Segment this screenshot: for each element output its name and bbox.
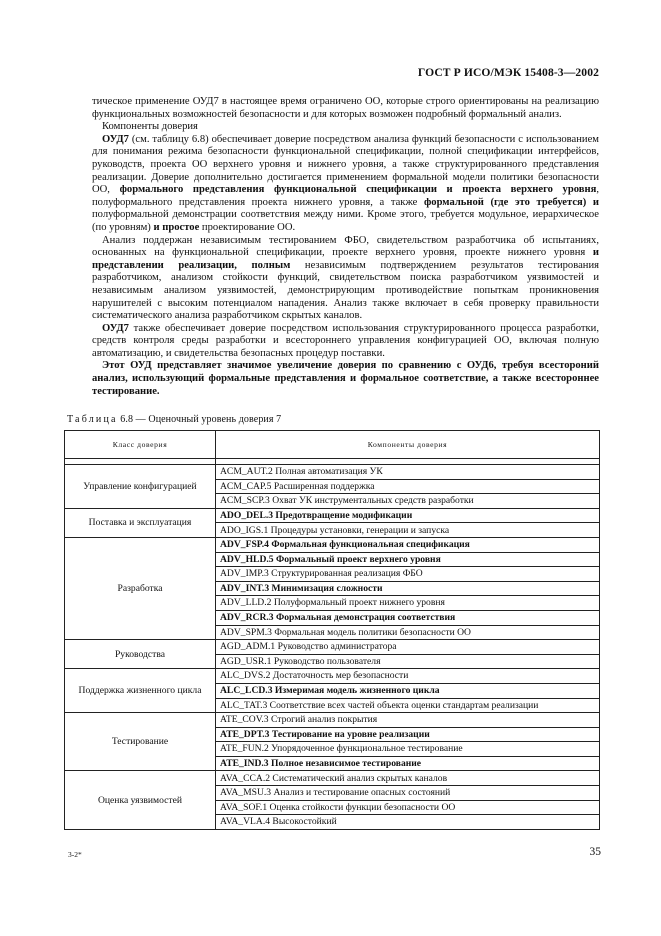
- table-caption-text: 6.8 — Оценочный уровень доверия 7: [117, 414, 282, 425]
- table-row: [65, 640, 600, 655]
- table-row: [65, 508, 600, 523]
- table-row: [65, 771, 600, 786]
- assurance-component-cell: ADV_SPM.3 Формальная модель политики безопасности ОО: [216, 625, 600, 640]
- paragraph-1: тическое применение ОУД7 в настоящее время ограничено ОО, которые строго ориентированы на реализацию функциональных возможностей безопасности и для которых возможен подробный формальный анализ.: [92, 96, 599, 120]
- assurance-component-cell: ADV_RCR.3 Формальная демонстрация соответствия: [216, 610, 600, 625]
- page-number: 35: [589, 846, 601, 858]
- assurance-component-cell: ATE_IND.3 Полное независимое тестирование: [216, 756, 600, 771]
- assurance-component-cell: ADO_DEL.3 Предотвращение модификации: [216, 508, 600, 523]
- assurance-class-cell: Тестирование: [65, 713, 216, 771]
- assurance-class-cell: Поддержка жизненного цикла: [65, 669, 216, 713]
- p4-text-2: независимым подтверждением результатов тестирования разработчиком, анализом стойкости функций, свидетельством поиска разработчиком уязвимостей и независимым анализом уязвимостей, демонстрирующим противодействие попыткам проникновения нарушителей с высоким потенциалом нападения. Анализ также включает в себя проверку правильности систематического анализа разработчиком скрытых каналов.: [92, 259, 599, 322]
- p3-bold-3: формальной (где это требуется) и: [423, 196, 599, 208]
- assurance-component-cell: AVA_SOF.1 Оценка стойкости функции безопасности ОО: [216, 800, 600, 815]
- paragraph-heading-components: Компоненты доверия: [102, 121, 198, 133]
- assurance-component-cell: ACM_CAP.5 Расширенная поддержка: [216, 479, 600, 494]
- p5-text-1: также обеспечивает доверие посредством использования структурированного процесса разработки, средств контроля среды разработки и всестороннего управления конфигурацией ОО, включая полную автоматизацию, и свидетельства безопасных процедур поставки.: [92, 322, 599, 359]
- paragraph-3: [92, 134, 599, 235]
- assurance-component-cell: AVA_VLA.4 Высокостойкий: [216, 815, 600, 830]
- p3-text-2: , полуформального представления проекта нижнего уровня, а также: [92, 184, 599, 208]
- assurance-component-cell: ALC_TAT.3 Соответствие всех частей объекта оценки стандартам реализации: [216, 698, 600, 713]
- assurance-component-cell: ALC_LCD.3 Измеримая модель жизненного цикла: [216, 683, 600, 698]
- assurance-components-table: [64, 430, 600, 830]
- assurance-component-cell: ATE_COV.3 Строгий анализ покрытия: [216, 713, 600, 728]
- p3-bold-4: и простое: [153, 221, 200, 233]
- assurance-component-cell: ALC_DVS.2 Достаточность мер безопасности: [216, 669, 600, 684]
- paragraph-5: [92, 323, 599, 361]
- p3-bold-2: формального представления функциональной спецификации и проекта верхнего уровня: [119, 184, 597, 196]
- footer-signature: 3-2*: [68, 850, 82, 859]
- assurance-component-cell: AGD_USR.1 Руководство пользователя: [216, 654, 600, 669]
- assurance-component-cell: ADV_INT.3 Минимизация сложности: [216, 581, 600, 596]
- assurance-component-cell: ACM_SCP.3 Охват УК инструментальных средств разработки: [216, 494, 600, 509]
- table-header-row: [65, 431, 600, 459]
- header-assurance-class: Класс доверия: [65, 431, 216, 459]
- table-caption-prefix: Таблица: [67, 414, 118, 425]
- assurance-class-cell: Оценка уязвимостей: [65, 771, 216, 829]
- body-text: [92, 96, 599, 398]
- header-assurance-components: Компоненты доверия: [216, 431, 600, 459]
- p3-text-4: проектирование ОО.: [199, 221, 296, 233]
- assurance-component-cell: ATE_FUN.2 Упорядоченное функциональное тестирование: [216, 742, 600, 757]
- table-row: [65, 465, 600, 480]
- assurance-component-cell: AVA_MSU.3 Анализ и тестирование опасных состояний: [216, 786, 600, 801]
- assurance-component-cell: ADV_IMP.3 Структурированная реализация ФБО: [216, 567, 600, 582]
- assurance-component-cell: ATE_DPT.3 Тестирование на уровне реализации: [216, 727, 600, 742]
- assurance-class-cell: Разработка: [65, 537, 216, 639]
- table-caption: [67, 414, 281, 425]
- assurance-component-cell: ADV_LLD.2 Полуформальный проект нижнего уровня: [216, 596, 600, 611]
- table-row: [65, 713, 600, 728]
- p4-text-1: Анализ поддержан независимым тестированием ФБО, свидетельством разработчика об испытаниях, основанных на функциональной спецификации, проекте верхнего уровня, проекте нижнего уровня: [92, 234, 599, 259]
- p4-bold-1: и представлении реализации, полным: [92, 247, 599, 271]
- assurance-class-cell: Руководства: [65, 640, 216, 669]
- assurance-component-cell: ACM_AUT.2 Полная автоматизация УК: [216, 465, 600, 480]
- assurance-class-cell: Поставка и эксплуатация: [65, 508, 216, 537]
- p3-text-1: (см. таблицу 6.8) обеспечивает доверие посредством анализа функций безопасности с использованием для понимания режима безопасности функциональной спецификации, полной спецификации интерфейсов, руководств, проекта ОО верхнего уровня и нижнего уровня, а также структурированного представления реализации. Доверие дополнительно достигается применением формальной модели политики безопасности ОО,: [92, 133, 599, 196]
- assurance-component-cell: ADV_HLD.5 Формальный проект верхнего уровня: [216, 552, 600, 567]
- p3-bold-1: ОУД7: [102, 133, 129, 145]
- standard-header: ГОСТ Р ИСО/МЭК 15408-3—2002: [417, 66, 599, 79]
- p5-bold-1: ОУД7: [102, 322, 129, 334]
- assurance-component-cell: ADO_IGS.1 Процедуры установки, генерации и запуска: [216, 523, 600, 538]
- paragraph-6: [92, 360, 599, 398]
- paragraph-4: [92, 235, 599, 323]
- p6-bold: Этот ОУД представляет значимое увеличение доверия по сравнению с ОУД6, требуя всестороний анализ, использующий формальные представления и формальное соответствие, а также всестороннее тестирование.: [92, 360, 599, 397]
- table-row: [65, 537, 600, 552]
- assurance-component-cell: AGD_ADM.1 Руководство администратора: [216, 640, 600, 655]
- assurance-component-cell: AVA_CCA.2 Систематический анализ скрытых каналов: [216, 771, 600, 786]
- p3-text-3: полуформальной демонстрации соответствия между ними. Кроме этого, требуется модульное, иерархическое (по уровням): [92, 209, 599, 233]
- assurance-class-cell: Управление конфигурацией: [65, 465, 216, 509]
- table-row: [65, 669, 600, 684]
- assurance-component-cell: ADV_FSP.4 Формальная функциональная спецификация: [216, 537, 600, 552]
